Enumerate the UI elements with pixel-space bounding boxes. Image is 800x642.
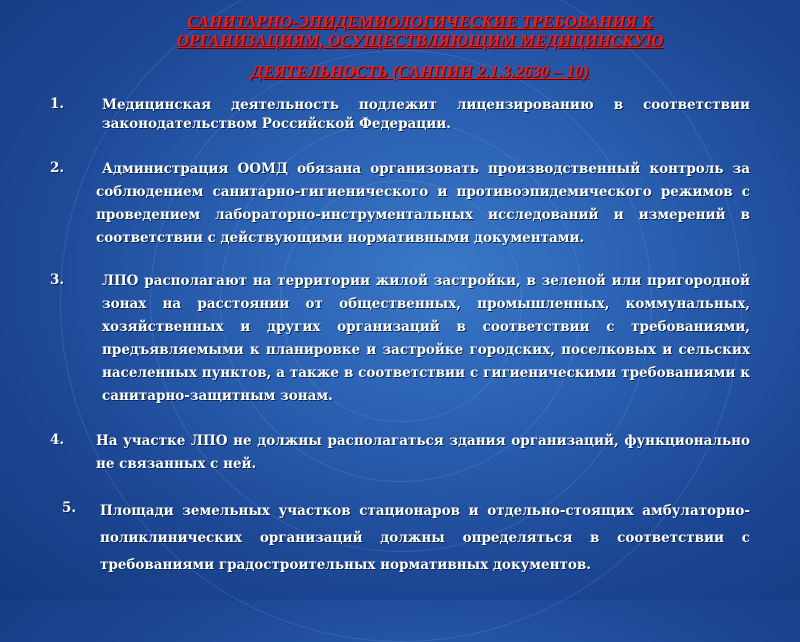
item-text: ЛПО располагают на территории жилой застройки, в зеленой или пригородной зонах на расстоянии от общественных, промышленных, коммунальных, хозяйственных и других организаций в соответствии с требованиями, предъявляемыми к планировке и застройке городских, поселковых и сельских населенных пунктов, а также в соответствии с гигиеническими требованиями к санитарно-защитным зонам. (102, 273, 750, 404)
item-number: 3. (50, 272, 65, 288)
title-line-3: ДЕЯТЕЛЬНОСТЬ (САНПИН 2.1.3.2630 – 10) (251, 62, 589, 81)
title-line-1: САНИТАРНО-ЭПИДЕМИОЛОГИЧЕСКИЕ ТРЕБОВАНИЯ К (187, 12, 653, 31)
item-text: Медицинская деятельность подлежит лицензированию в соответствии законодательством Российской Федерации. (102, 97, 750, 132)
item-text: Площади земельных участков стационаров и отдельно-стоящих амбулаторно-поликлинических организаций должны определяться в соответствии с требованиями градостроительных нормативных документов. (100, 503, 750, 573)
title-line-2: ОРГАНИЗАЦИЯМ, ОСУЩЕСТВЛЯЮЩИМ МЕДИЦИНСКУЮ (176, 31, 664, 50)
item-number: 4. (50, 432, 65, 448)
item-number: 1. (50, 96, 65, 112)
slide-title (110, 12, 730, 81)
item-number: 2. (50, 160, 65, 176)
item-text: На участке ЛПО не должны располагаться здания организаций, функционально не связанных с ней. (96, 433, 750, 472)
item-text: Администрация ООМД обязана организовать производственный контроль за соблюдением санитарно-гигиенического и противоэпидемического режимов с проведением лабораторно-инструментальных исследований и измерений в соответствии с действующими нормативными документами. (96, 161, 750, 246)
item-number: 5. (62, 500, 77, 516)
